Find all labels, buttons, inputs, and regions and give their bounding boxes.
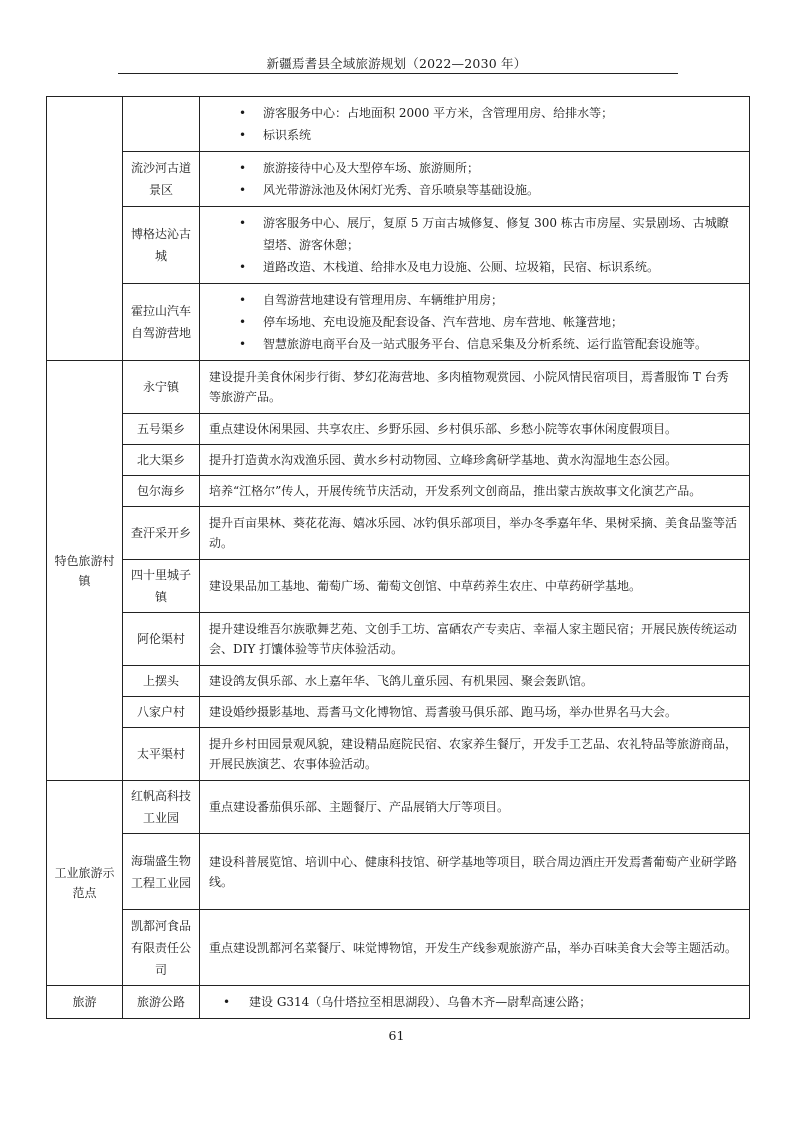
bullet-item: • 游客服务中心、展厅，复原 5 万亩古城修复、修复 300 栋古市房屋、实景剧场、古城瞭望塔、游客休憩； [209,212,740,256]
item-name-cell: 北大渠乡 [123,445,200,476]
table-row [47,207,750,284]
table-row [47,697,750,728]
item-name-cell: 阿伦渠村 [123,613,200,666]
item-name-cell: 博格达沁古城 [123,207,200,284]
item-desc-cell: 培养“江格尔”传人，开展传统节庆活动，开发系列文创商品，推出蒙古族故事文化演艺产品。 [200,476,750,507]
page-header-title: 新疆焉耆县全域旅游规划（2022—2030 年） [266,56,527,71]
item-name-cell: 霍拉山汽车自驾游营地 [123,284,200,361]
item-name-cell: 太平渠村 [123,728,200,781]
item-name-cell: 海瑞盛生物工程工业园 [123,834,200,910]
tourism-plan-table [46,96,750,1019]
item-name-cell: 包尔海乡 [123,476,200,507]
table-row [47,152,750,207]
item-name-cell: 流沙河古道景区 [123,152,200,207]
table-row [47,97,750,152]
item-desc-cell: 提升打造黄水沟戏渔乐园、黄水乡村动物园、立峰珍禽研学基地、黄水沟湿地生态公园。 [200,445,750,476]
item-name-cell: 红帆高科技工业园 [123,781,200,834]
item-desc-cell: 提升百亩果林、葵花花海、嬉冰乐园、冰钓俱乐部项目，举办冬季嘉年华、果树采摘、美食品鉴等活动。 [200,507,750,560]
table-row [47,414,750,445]
table-row [47,834,750,910]
category-cell: 特色旅游村镇 [47,361,123,781]
item-desc-cell: 建设果品加工基地、葡萄广场、葡萄文创馆、中草药养生农庄、中草药研学基地。 [200,560,750,613]
bullet-item: • 自驾游营地建设有管理用房、车辆维护用房； [209,289,740,311]
item-name-cell: 凯都河食品有限责任公司 [123,910,200,986]
table-row [47,781,750,834]
item-desc-cell: 建设提升美食休闲步行街、梦幻花海营地、多肉植物观赏园、小院风情民宿项目，焉耆服饰 T 台秀等旅游产品。 [200,361,750,414]
item-desc-cell [200,97,750,152]
table-row [47,476,750,507]
bullet-item: • 道路改造、木栈道、给排水及电力设施、公厕、垃圾箱，民宿、标识系统。 [209,256,740,278]
item-name-cell: 五号渠乡 [123,414,200,445]
bullet-item: • 旅游接待中心及大型停车场、旅游厕所； [209,157,740,179]
table-row [47,910,750,986]
page-number: 61 [388,1028,405,1043]
table-row [47,728,750,781]
table-row [47,445,750,476]
item-name-cell: 上摆头 [123,666,200,697]
item-name-cell: 八家户村 [123,697,200,728]
bullet-item: • 智慧旅游电商平台及一站式服务平台、信息采集及分析系统、运行监管配套设施等。 [209,333,740,355]
item-desc-cell: 建设婚纱摄影基地、焉耆马文化博物馆、焉耆骏马俱乐部、跑马场，举办世界名马大会。 [200,697,750,728]
item-desc-cell: 重点建设凯都河名菜餐厅、味觉博物馆，开发生产线参观旅游产品，举办百味美食大会等主题活动。 [200,910,750,986]
header-rule [118,73,678,74]
item-desc-cell: 提升建设维吾尔族歌舞艺苑、文创手工坊、富硒农产专卖店、幸福人家主题民宿；开展民族传统运动会、DIY 打馕体验等节庆体验活动。 [200,613,750,666]
item-desc-cell: 提升乡村田园景观风貌，建设精品庭院民宿、农家养生餐厅，开发手工艺品、农礼特品等旅游商品，开展民族演艺、农事体验活动。 [200,728,750,781]
item-name-cell [123,97,200,152]
category-cell-continued [47,97,123,361]
item-name-cell: 四十里城子镇 [123,560,200,613]
item-desc-cell [200,986,750,1019]
bullet-item: • 游客服务中心：占地面积 2000 平方米，含管理用房、给排水等； [209,102,740,124]
table-row [47,986,750,1019]
table-row [47,666,750,697]
bullet-item: • 建设 G314（乌什塔拉至相思湖段）、乌鲁木齐—尉犁高速公路； [209,991,740,1013]
item-desc-cell [200,207,750,284]
item-name-cell: 旅游公路 [123,986,200,1019]
item-desc-cell: 建设鸽友俱乐部、水上嘉年华、飞鸽儿童乐园、有机果园、聚会轰趴馆。 [200,666,750,697]
table-row [47,507,750,560]
item-desc-cell [200,152,750,207]
table-row [47,613,750,666]
bullet-item: • 标识系统 [209,124,740,146]
item-desc-cell: 建设科普展览馆、培训中心、健康科技馆、研学基地等项目，联合周边酒庄开发焉耆葡萄产业研学路线。 [200,834,750,910]
category-cell: 旅游 [47,986,123,1019]
item-desc-cell [200,284,750,361]
category-cell: 工业旅游示范点 [47,781,123,986]
item-desc-cell: 重点建设休闲果园、共享农庄、乡野乐园、乡村俱乐部、乡愁小院等农事休闲度假项目。 [200,414,750,445]
bullet-item: • 风光带游泳池及休闲灯光秀、音乐喷泉等基础设施。 [209,179,740,201]
table-row [47,560,750,613]
table-row [47,361,750,414]
item-name-cell: 永宁镇 [123,361,200,414]
bullet-item: • 停车场地、充电设施及配套设备、汽车营地、房车营地、帐篷营地； [209,311,740,333]
item-name-cell: 查汗采开乡 [123,507,200,560]
table-row [47,284,750,361]
item-desc-cell: 重点建设番茄俱乐部、主题餐厅、产品展销大厅等项目。 [200,781,750,834]
